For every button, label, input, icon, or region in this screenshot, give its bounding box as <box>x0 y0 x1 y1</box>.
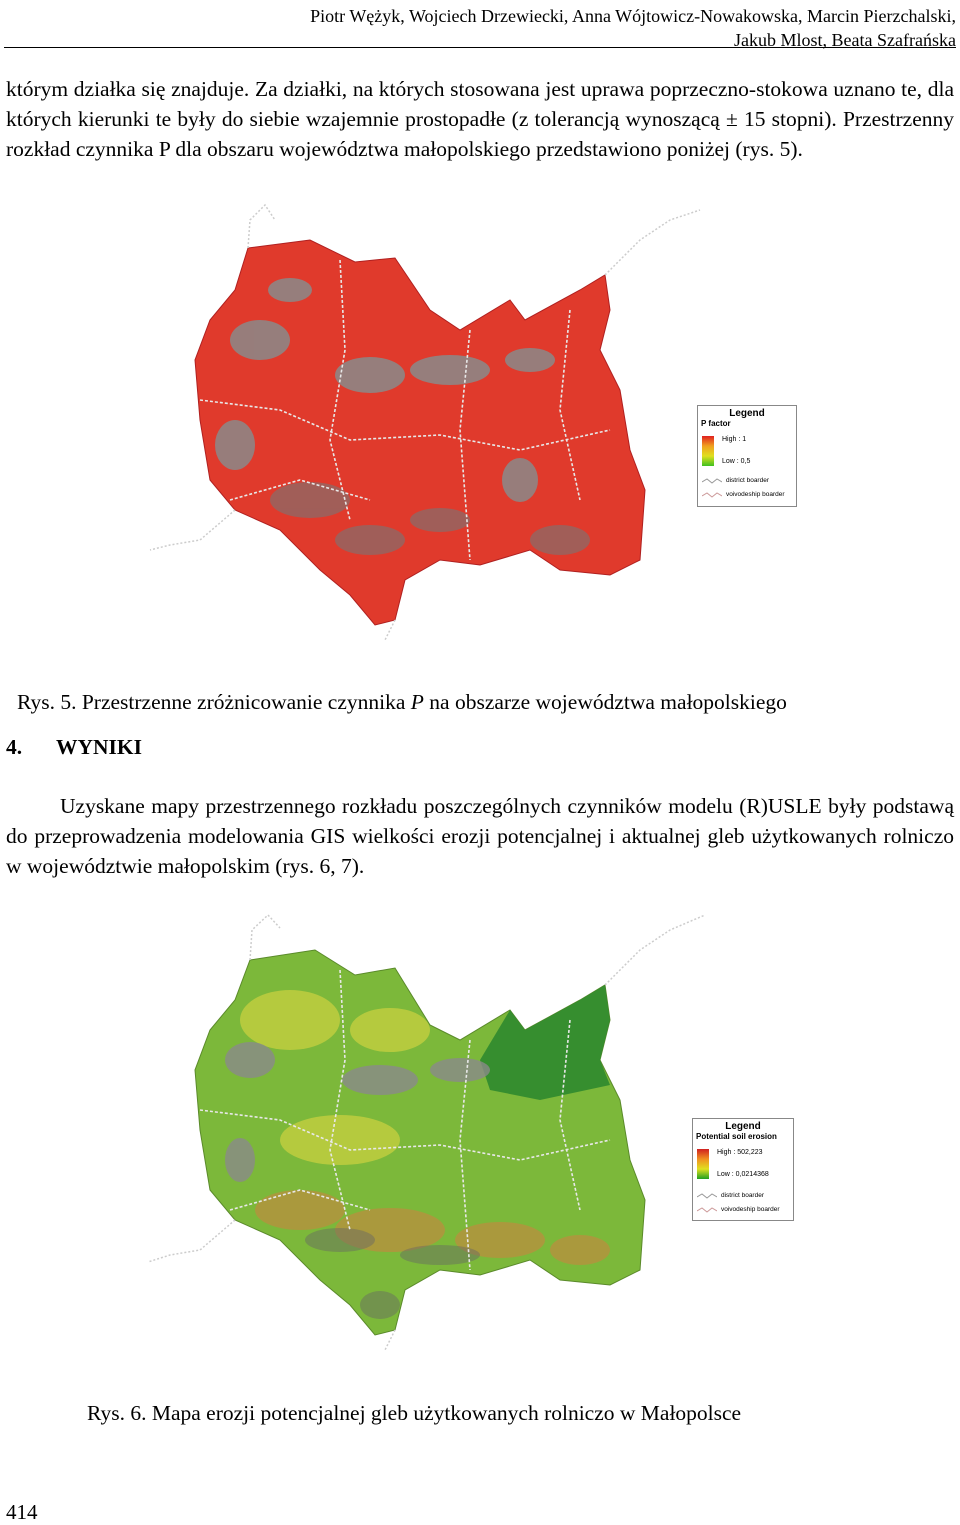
figure-5-caption <box>17 688 787 716</box>
legend-color-ramp <box>702 436 714 466</box>
caption-text: Rys. 5. Przestrzenne zróżnicowanie czynnika <box>17 690 411 714</box>
legend-district-label: district boarder <box>726 477 769 484</box>
body-paragraph-2: Uzyskane mapy przestrzennego rozkładu poszczególnych czynników modelu (R)USLE były podstawą do przeprowadzenia modelowania GIS wielkości erozji potencjalnej i aktualnej gleb użytkowanych rolniczo w województwie małopolskim (rys. 6, 7). <box>6 794 954 878</box>
legend-low-label: Low : 0,0214368 <box>717 1171 769 1178</box>
figure-6-caption: Rys. 6. Mapa erozji potencjalnej gleb użytkowanych rolniczo w Małopolsce <box>87 1401 742 1425</box>
district-border-swatch <box>697 1193 717 1199</box>
legend-district-label: district boarder <box>721 1192 764 1199</box>
section-heading <box>6 733 142 761</box>
legend-voivodeship-label: voivodeship boarder <box>726 491 785 498</box>
legend-title: Legend <box>725 1121 761 1132</box>
caption-text-end: na obszarze województwa małopolskiego <box>423 690 787 714</box>
legend-voivodeship-label: voivodeship boarder <box>721 1206 780 1213</box>
legend-high-label: High : 502,223 <box>717 1149 763 1156</box>
section-title: WYNIKI <box>56 735 143 759</box>
running-header <box>0 4 956 52</box>
page-number: 414 <box>6 1500 38 1524</box>
header-authors-line1: Piotr Wężyk, Wojciech Drzewiecki, Anna Wójtowicz-Nowakowska, Marcin Pierzchalski, <box>310 6 956 26</box>
north-east-forest <box>480 985 610 1100</box>
legend-high-label: High : 1 <box>722 436 747 443</box>
voivodeship-border-swatch <box>702 492 722 498</box>
p-factor-legend <box>697 405 797 507</box>
section-number: 4. <box>6 735 23 759</box>
potential-erosion-legend <box>692 1118 794 1221</box>
header-rule <box>4 47 956 48</box>
legend-color-ramp <box>697 1149 709 1179</box>
voivodeship-border-swatch <box>697 1207 717 1213</box>
district-border-swatch <box>702 478 722 484</box>
legend-subtitle: Potential soil erosion <box>696 1132 777 1141</box>
legend-subtitle: P factor <box>701 419 731 428</box>
caption-italic-symbol: P <box>410 690 424 714</box>
legend-title: Legend <box>729 408 765 419</box>
header-authors-line2: Jakub Mlost, Beata Szafrańska <box>734 30 956 50</box>
legend-low-label: Low : 0,5 <box>722 458 751 465</box>
body-paragraph-1: którym działka się znajduje. Za działki, na których stosowana jest uprawa poprzeczno-stokowa uznano te, dla których kierunki te były do siebie wzajemnie prostopadłe (z tolerancją wynoszącą ± 15 stopni). Przestrzenny rozkład czynnika P dla obszaru województwa małopolskiego przedstawiono poniżej (rys. 5). <box>6 77 954 161</box>
